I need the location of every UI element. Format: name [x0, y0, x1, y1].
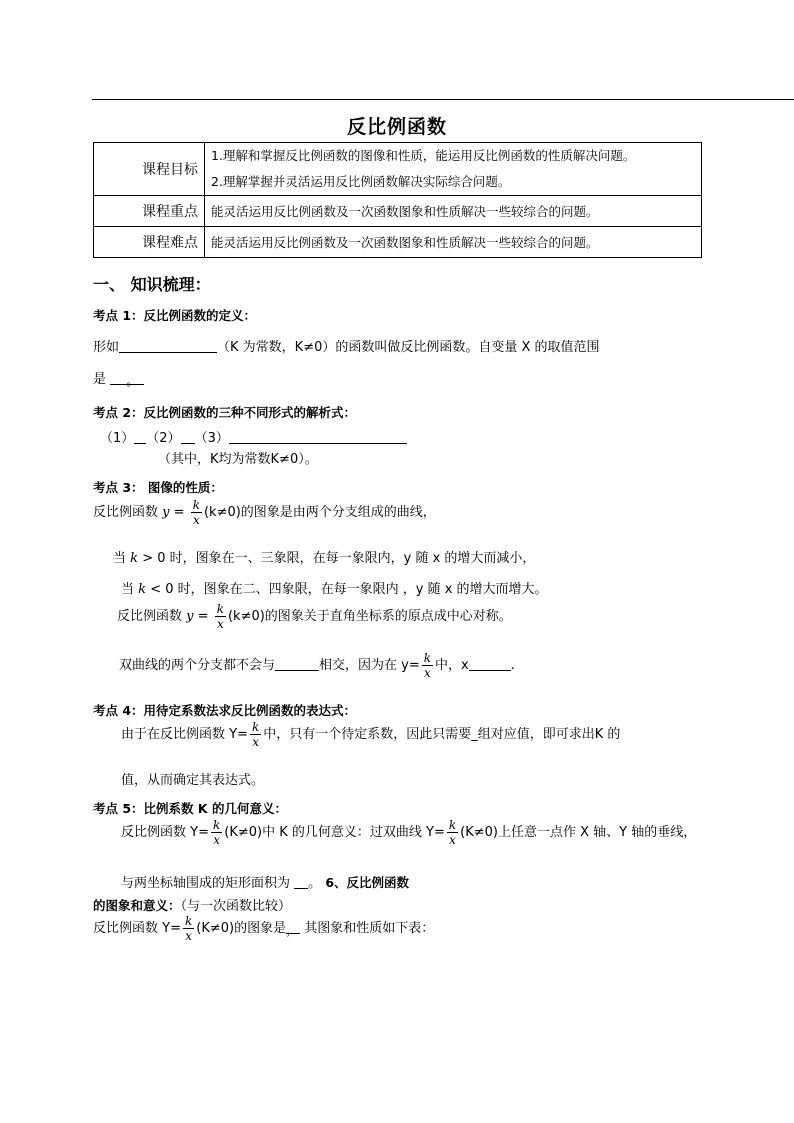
text: > 0 时，图象在一、三象限，在每一象限内，y 随 x 的增大而减小， — [142, 551, 536, 566]
row-label: 课程难点 — [94, 227, 205, 258]
point-2-line-2: （其中，K均为常数K≠0）。 — [158, 452, 318, 467]
text: (K≠0)上任意一点作 X 轴、Y 轴的垂线， — [460, 825, 697, 840]
text: 反比例函数 — [117, 609, 183, 624]
denominator: x — [216, 617, 224, 631]
point-5-line-2 — [121, 872, 409, 891]
text: 相交，因为在 y= — [319, 658, 420, 673]
text: 当 — [113, 551, 127, 566]
fraction-k-over-x — [215, 602, 226, 631]
math-y: y — [162, 505, 170, 520]
point-3-line-3 — [121, 578, 548, 597]
denominator: x — [185, 929, 192, 943]
text: 反比例函数 — [93, 505, 159, 520]
denominator: x — [252, 735, 259, 749]
text: (K≠0)的图象是 — [196, 921, 287, 936]
blank — [469, 656, 511, 671]
text: 反比例函数 Y= — [93, 921, 181, 936]
text: 其图象和性质如下表： — [304, 921, 435, 936]
fraction-k-over-x — [211, 818, 222, 847]
text: （与一次函数比较） — [180, 899, 292, 914]
point-4-title: 考点 4：用待定系数法求反比例函数的表达式： — [93, 703, 357, 718]
point-4-line-1 — [121, 720, 620, 749]
text: (k≠0)的图象关于直角坐标系的原点成中心对称。 — [227, 609, 512, 624]
point-3-line-2 — [113, 547, 535, 566]
denominator: x — [192, 513, 200, 527]
text: (k≠0)的图象是由两个分支组成的曲线， — [203, 505, 436, 520]
point-4-line-2: 值，从而确定其表达式。 — [121, 773, 265, 788]
blank — [110, 370, 144, 389]
text: 当 — [121, 582, 135, 597]
numerator: k — [216, 602, 224, 616]
text: （2） — [146, 431, 181, 446]
numerator: k — [184, 914, 193, 928]
fraction-k-over-x — [250, 720, 261, 749]
fraction-k-over-x — [183, 914, 194, 943]
row-line: 1.理解和掌握反比例函数的图像和性质，能运用反比例函数的性质解决问题。 — [211, 148, 636, 163]
text: 由于在反比例函数 Y= — [121, 727, 248, 742]
table-row — [94, 196, 702, 227]
fraction-k-over-x — [447, 818, 458, 847]
document-title: 反比例函数 — [346, 116, 447, 138]
text: 中，只有一个待定系数，因此只需要_组对应值，即可求出K 的 — [263, 727, 621, 742]
blank — [286, 919, 300, 938]
blank — [134, 429, 146, 444]
point-3-line-1: 反比例函数 y = $\frac{k}{x}$ (k≠0)的图象是由两个分支组成的曲线， — [93, 498, 436, 527]
blank — [119, 338, 217, 353]
table-row — [94, 143, 702, 196]
numerator: k — [212, 818, 221, 832]
blank — [275, 656, 319, 671]
numerator: k — [423, 651, 432, 665]
fraction-k-over-x — [191, 498, 202, 527]
row-label: 课程重点 — [94, 196, 205, 227]
text: 是 — [93, 372, 107, 387]
text: < 0 时，图象在二、四象限，在每一象限内 ，y 随 x 的增大而增大。 — [150, 582, 548, 597]
course-objectives-table — [93, 142, 702, 258]
denominator: x — [449, 833, 456, 847]
math-k: k — [138, 582, 147, 597]
text: 与两坐标轴围成的矩形面积为 — [121, 876, 291, 891]
blank — [229, 429, 407, 444]
text: （K 为常数，K≠0）的函数叫做反比例函数。自变量 X 的取值范围 — [217, 340, 600, 355]
math-y: y — [186, 609, 194, 624]
text: （3） — [194, 431, 229, 446]
denominator: x — [213, 833, 220, 847]
text: ， — [286, 923, 300, 938]
text: . — [510, 658, 515, 673]
header-rule — [92, 99, 794, 100]
point-1-line-1 — [93, 336, 600, 355]
point-2-title: 考点 2：反比例函数的三种不同形式的解析式： — [93, 405, 357, 420]
point-2-line-1 — [100, 427, 407, 446]
point-5-line-1 — [121, 818, 696, 847]
denominator: x — [423, 666, 431, 680]
numerator: k — [448, 818, 457, 832]
row-line: 2.理解掌握并灵活运用反比例函数解决实际综合问题。 — [211, 174, 511, 189]
section-heading: 一、 知识梳理： — [93, 275, 211, 294]
blank — [181, 429, 195, 444]
math-k: k — [130, 551, 139, 566]
numerator: k — [192, 498, 200, 512]
point-3-line-4: 反比例函数 y = $\frac{k}{x}$ (k≠0)的图象关于直角坐标系的原点成中心对称。 — [117, 602, 512, 631]
table-row — [94, 227, 702, 258]
text: 形如 — [93, 340, 120, 355]
row-label: 课程目标 — [94, 143, 205, 196]
row-content: 能灵活运用反比例函数及一次函数图象和性质解决一些较综合的问题。 — [205, 227, 702, 258]
text: 。 — [308, 876, 322, 891]
point-1-line-2 — [93, 368, 144, 387]
row-content: 能灵活运用反比例函数及一次函数图象和性质解决一些较综合的问题。 — [205, 196, 702, 227]
point-5-title: 考点 5：比例系数 K 的几何意义： — [93, 801, 287, 816]
point-3-line-5 — [119, 651, 515, 680]
section-6-heading: 6、反比例函数 — [325, 875, 410, 890]
fraction-k-over-x — [422, 651, 433, 680]
text: 反比例函数 Y= — [121, 825, 209, 840]
text: 的图象和意义： — [93, 898, 181, 913]
point-1-title: 考点 1：反比例函数的定义： — [93, 308, 257, 323]
row-content — [205, 143, 702, 196]
blank — [294, 874, 308, 889]
point-3-title: 考点 3： 图像的性质： — [93, 480, 223, 495]
text: 中，x — [435, 658, 469, 673]
point-5-line-4 — [93, 914, 434, 943]
point-5-line-3 — [93, 895, 291, 914]
text: 。 — [126, 374, 140, 389]
text: （1） — [100, 431, 135, 446]
text: 双曲线的两个分支都不会与 — [119, 658, 276, 673]
numerator: k — [251, 720, 260, 734]
text: (K≠0)中 K 的几何意义：过双曲线 Y= — [224, 825, 445, 840]
